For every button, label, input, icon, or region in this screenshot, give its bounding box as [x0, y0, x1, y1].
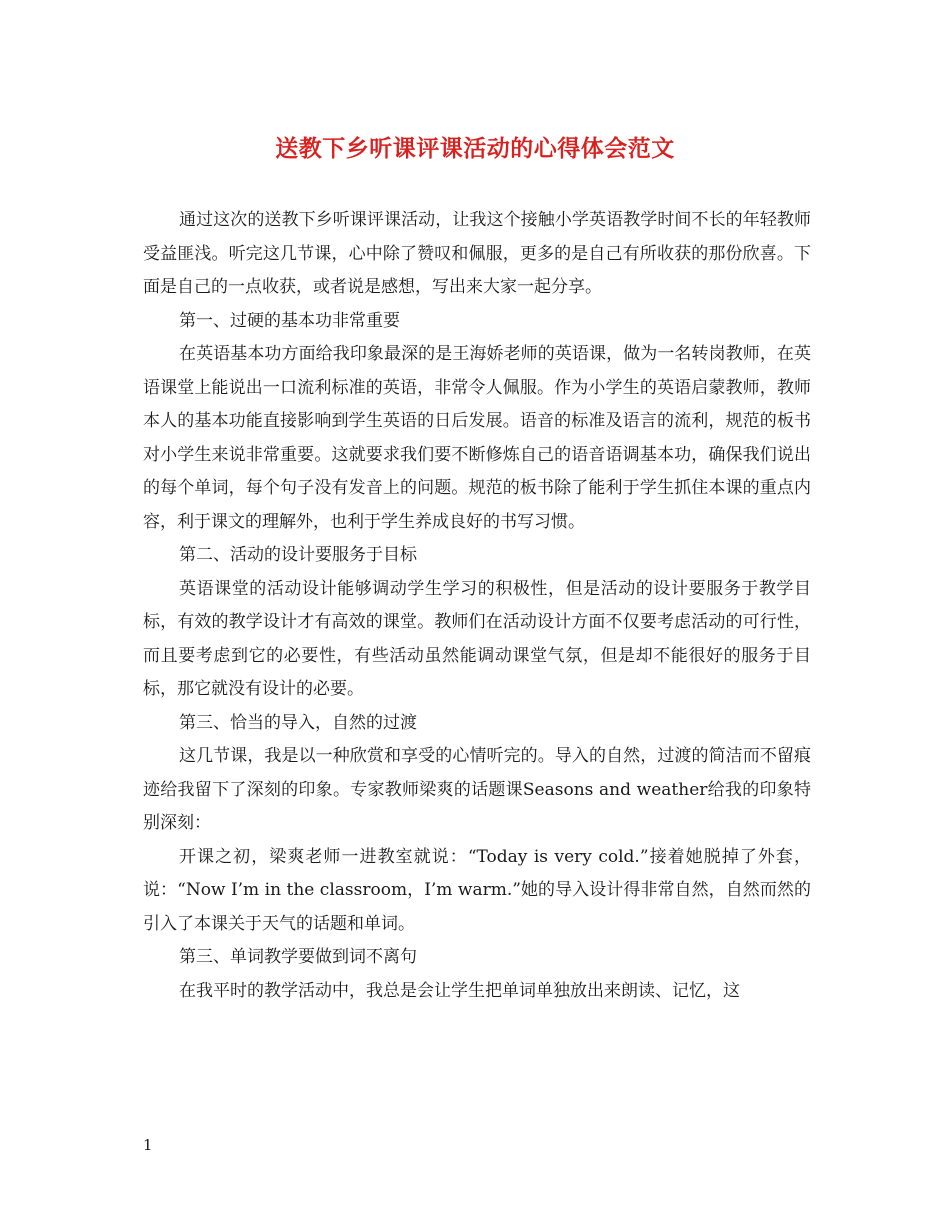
section-paragraph-3b: 开课之初，梁爽老师一进教室就说：“Today is very cold.”接着她脱掉了外套，说：“Now I’m in the classroom，I’m warm.”她的导入设计得非常自然，自然而然的引入了本课关于天气的话题和单词。	[143, 846, 811, 934]
intro-paragraph: 通过这次的送教下乡听课评课活动，让我这个接触小学英语教学时间不长的年轻教师受益匪浅。听完这几节课，心中除了赞叹和佩服，更多的是自己有所收获的那份欣喜。下面是自己的一点收获，或者说是感想，写出来大家一起分享。	[143, 210, 811, 297]
section-paragraph-4: 在我平时的教学活动中，我总是会让学生把单词单独放出来朗读、记忆，这	[179, 980, 740, 1001]
section-heading-3: 第三、恰当的导入，自然的过渡	[179, 712, 417, 733]
section-heading-1: 第一、过硬的基本功非常重要	[179, 310, 400, 331]
document-body	[143, 204, 811, 1008]
section-heading-2: 第二、活动的设计要服务于目标	[179, 545, 417, 565]
section-heading-4: 第三、单词教学要做到词不离句	[179, 947, 417, 967]
section-paragraph-2: 英语课堂的活动设计能够调动学生学习的积极性，但是活动的设计要服务于教学目标，有效的教学设计才有高效的课堂。教师们在活动设计方面不仅要考虑活动的可行性，而且要考虑到它的必要性，有些活动虽然能调动课堂气氛，但是却不能很好的服务于目标，那它就没有设计的必要。	[143, 578, 811, 699]
document-title: 送教下乡听课评课活动的心得体会范文	[275, 135, 675, 162]
page-number: 1	[143, 1136, 153, 1154]
section-paragraph-1: 在英语基本功方面给我印象最深的是王海娇老师的英语课，做为一名转岗教师，在英语课堂上能说出一口流利标准的英语，非常令人佩服。作为小学生的英语启蒙教师，教师本人的基本功能直接影响到学生英语的日后发展。语音的标准及语言的流利，规范的板书对小学生来说非常重要。这就要求我们要不断修炼自己的语音语调基本功，确保我们说出的每个单词，每个句子没有发音上的问题。规范的板书除了能利于学生抓住本课的重点内容，利于课文的理解外，也利于学生养成良好的书写习惯。	[143, 344, 811, 532]
section-paragraph-3: 这几节课，我是以一种欣赏和享受的心情听完的。导入的自然，过渡的简洁而不留痕迹给我留下了深刻的印象。专家教师梁爽的话题课Seasons and weather给我的印象特别深刻：	[143, 746, 811, 833]
